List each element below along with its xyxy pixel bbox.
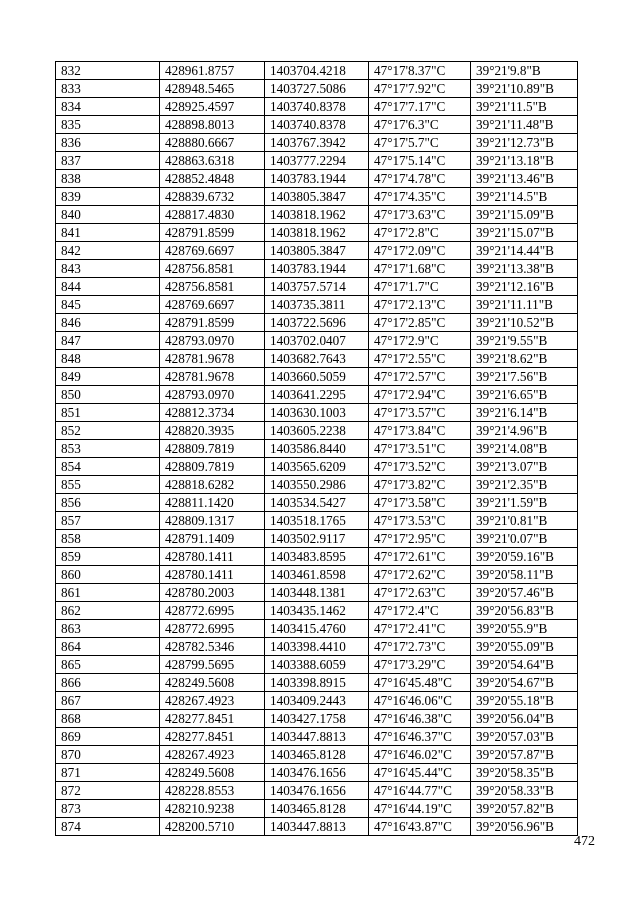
table-row <box>56 350 578 368</box>
y-coordinate-cell: 1403704.4218 <box>265 62 369 80</box>
point-number-cell: 847 <box>56 332 160 350</box>
latitude-cell: 47°17'2.95"С <box>369 530 471 548</box>
point-number-cell: 853 <box>56 440 160 458</box>
x-coordinate-cell: 428267.4923 <box>160 692 265 710</box>
y-coordinate-cell: 1403740.8378 <box>265 98 369 116</box>
point-number-cell: 855 <box>56 476 160 494</box>
point-number-cell: 863 <box>56 620 160 638</box>
y-coordinate-cell: 1403483.8595 <box>265 548 369 566</box>
point-number-cell: 858 <box>56 530 160 548</box>
latitude-cell: 47°17'2.61"С <box>369 548 471 566</box>
longitude-cell: 39°21'10.52"В <box>471 314 578 332</box>
table-row <box>56 818 578 836</box>
y-coordinate-cell: 1403447.8813 <box>265 728 369 746</box>
latitude-cell: 47°17'8.37"С <box>369 62 471 80</box>
y-coordinate-cell: 1403435.1462 <box>265 602 369 620</box>
latitude-cell: 47°17'3.57"С <box>369 404 471 422</box>
page-number: 472 <box>574 834 595 849</box>
table-row <box>56 224 578 242</box>
point-number-cell: 866 <box>56 674 160 692</box>
x-coordinate-cell: 428769.6697 <box>160 296 265 314</box>
longitude-cell: 39°21'11.11"В <box>471 296 578 314</box>
table-row <box>56 116 578 134</box>
latitude-cell: 47°17'2.63"С <box>369 584 471 602</box>
longitude-cell: 39°21'6.65"В <box>471 386 578 404</box>
longitude-cell: 39°21'12.16"В <box>471 278 578 296</box>
point-number-cell: 844 <box>56 278 160 296</box>
latitude-cell: 47°17'6.3"С <box>369 116 471 134</box>
y-coordinate-cell: 1403783.1944 <box>265 170 369 188</box>
y-coordinate-cell: 1403518.1765 <box>265 512 369 530</box>
x-coordinate-cell: 428781.9678 <box>160 368 265 386</box>
x-coordinate-cell: 428925.4597 <box>160 98 265 116</box>
x-coordinate-cell: 428782.5346 <box>160 638 265 656</box>
table-row <box>56 134 578 152</box>
table-row <box>56 476 578 494</box>
longitude-cell: 39°21'0.81"В <box>471 512 578 530</box>
latitude-cell: 47°16'44.77"С <box>369 782 471 800</box>
point-number-cell: 856 <box>56 494 160 512</box>
y-coordinate-cell: 1403415.4760 <box>265 620 369 638</box>
latitude-cell: 47°17'3.51"С <box>369 440 471 458</box>
table-row <box>56 278 578 296</box>
table-row <box>56 296 578 314</box>
y-coordinate-cell: 1403465.8128 <box>265 746 369 764</box>
point-number-cell: 850 <box>56 386 160 404</box>
longitude-cell: 39°21'6.14"В <box>471 404 578 422</box>
point-number-cell: 851 <box>56 404 160 422</box>
latitude-cell: 47°17'7.92"С <box>369 80 471 98</box>
latitude-cell: 47°16'46.06"С <box>369 692 471 710</box>
point-number-cell: 873 <box>56 800 160 818</box>
table-row <box>56 404 578 422</box>
point-number-cell: 834 <box>56 98 160 116</box>
longitude-cell: 39°20'57.82"В <box>471 800 578 818</box>
longitude-cell: 39°20'57.87"В <box>471 746 578 764</box>
longitude-cell: 39°20'57.03"В <box>471 728 578 746</box>
x-coordinate-cell: 428228.8553 <box>160 782 265 800</box>
longitude-cell: 39°21'0.07"В <box>471 530 578 548</box>
latitude-cell: 47°17'2.13"С <box>369 296 471 314</box>
latitude-cell: 47°17'7.17"С <box>369 98 471 116</box>
x-coordinate-cell: 428812.3734 <box>160 404 265 422</box>
longitude-cell: 39°21'11.5"В <box>471 98 578 116</box>
table-row <box>56 458 578 476</box>
y-coordinate-cell: 1403586.8440 <box>265 440 369 458</box>
y-coordinate-cell: 1403660.5059 <box>265 368 369 386</box>
point-number-cell: 860 <box>56 566 160 584</box>
table-row <box>56 620 578 638</box>
point-number-cell: 869 <box>56 728 160 746</box>
longitude-cell: 39°21'13.38"В <box>471 260 578 278</box>
table-row <box>56 674 578 692</box>
point-number-cell: 871 <box>56 764 160 782</box>
y-coordinate-cell: 1403805.3847 <box>265 242 369 260</box>
y-coordinate-cell: 1403447.8813 <box>265 818 369 836</box>
y-coordinate-cell: 1403461.8598 <box>265 566 369 584</box>
table-row <box>56 692 578 710</box>
longitude-cell: 39°20'54.67"В <box>471 674 578 692</box>
latitude-cell: 47°17'3.63"С <box>369 206 471 224</box>
latitude-cell: 47°17'2.9"С <box>369 332 471 350</box>
y-coordinate-cell: 1403783.1944 <box>265 260 369 278</box>
x-coordinate-cell: 428780.2003 <box>160 584 265 602</box>
latitude-cell: 47°17'3.58"С <box>369 494 471 512</box>
table-row <box>56 440 578 458</box>
x-coordinate-cell: 428820.3935 <box>160 422 265 440</box>
x-coordinate-cell: 428772.6995 <box>160 602 265 620</box>
y-coordinate-cell: 1403727.5086 <box>265 80 369 98</box>
point-number-cell: 868 <box>56 710 160 728</box>
latitude-cell: 47°17'2.09"С <box>369 242 471 260</box>
longitude-cell: 39°20'58.33"В <box>471 782 578 800</box>
longitude-cell: 39°21'8.62"В <box>471 350 578 368</box>
table-row <box>56 152 578 170</box>
latitude-cell: 47°17'1.7"С <box>369 278 471 296</box>
table-row <box>56 512 578 530</box>
latitude-cell: 47°17'2.73"С <box>369 638 471 656</box>
latitude-cell: 47°17'2.57"С <box>369 368 471 386</box>
x-coordinate-cell: 428200.5710 <box>160 818 265 836</box>
x-coordinate-cell: 428277.8451 <box>160 728 265 746</box>
point-number-cell: 874 <box>56 818 160 836</box>
table-row <box>56 548 578 566</box>
table-row <box>56 584 578 602</box>
x-coordinate-cell: 428780.1411 <box>160 548 265 566</box>
longitude-cell: 39°20'59.16"В <box>471 548 578 566</box>
latitude-cell: 47°17'5.7"С <box>369 134 471 152</box>
latitude-cell: 47°16'43.87"С <box>369 818 471 836</box>
x-coordinate-cell: 428791.8599 <box>160 224 265 242</box>
longitude-cell: 39°20'58.11"В <box>471 566 578 584</box>
y-coordinate-cell: 1403641.2295 <box>265 386 369 404</box>
x-coordinate-cell: 428793.0970 <box>160 386 265 404</box>
x-coordinate-cell: 428880.6667 <box>160 134 265 152</box>
x-coordinate-cell: 428818.6282 <box>160 476 265 494</box>
point-number-cell: 838 <box>56 170 160 188</box>
coordinates-table <box>55 61 578 836</box>
longitude-cell: 39°20'54.64"В <box>471 656 578 674</box>
y-coordinate-cell: 1403550.2986 <box>265 476 369 494</box>
table-row <box>56 800 578 818</box>
x-coordinate-cell: 428809.1317 <box>160 512 265 530</box>
x-coordinate-cell: 428756.8581 <box>160 260 265 278</box>
y-coordinate-cell: 1403805.3847 <box>265 188 369 206</box>
longitude-cell: 39°21'11.48"В <box>471 116 578 134</box>
y-coordinate-cell: 1403427.1758 <box>265 710 369 728</box>
point-number-cell: 867 <box>56 692 160 710</box>
latitude-cell: 47°17'3.82"С <box>369 476 471 494</box>
y-coordinate-cell: 1403605.2238 <box>265 422 369 440</box>
table-row <box>56 242 578 260</box>
longitude-cell: 39°20'56.96"В <box>471 818 578 836</box>
latitude-cell: 47°17'3.52"С <box>369 458 471 476</box>
table-row <box>56 188 578 206</box>
x-coordinate-cell: 428772.6995 <box>160 620 265 638</box>
x-coordinate-cell: 428781.9678 <box>160 350 265 368</box>
point-number-cell: 841 <box>56 224 160 242</box>
longitude-cell: 39°20'55.18"В <box>471 692 578 710</box>
longitude-cell: 39°20'57.46"В <box>471 584 578 602</box>
y-coordinate-cell: 1403682.7643 <box>265 350 369 368</box>
table-row <box>56 386 578 404</box>
y-coordinate-cell: 1403409.2443 <box>265 692 369 710</box>
point-number-cell: 848 <box>56 350 160 368</box>
x-coordinate-cell: 428839.6732 <box>160 188 265 206</box>
latitude-cell: 47°17'1.68"С <box>369 260 471 278</box>
table-row <box>56 80 578 98</box>
table-row <box>56 602 578 620</box>
point-number-cell: 835 <box>56 116 160 134</box>
longitude-cell: 39°21'15.07"В <box>471 224 578 242</box>
y-coordinate-cell: 1403702.0407 <box>265 332 369 350</box>
table-row <box>56 62 578 80</box>
x-coordinate-cell: 428277.8451 <box>160 710 265 728</box>
x-coordinate-cell: 428791.8599 <box>160 314 265 332</box>
point-number-cell: 865 <box>56 656 160 674</box>
point-number-cell: 832 <box>56 62 160 80</box>
x-coordinate-cell: 428809.7819 <box>160 440 265 458</box>
latitude-cell: 47°17'2.4"С <box>369 602 471 620</box>
x-coordinate-cell: 428948.5465 <box>160 80 265 98</box>
latitude-cell: 47°17'2.85"С <box>369 314 471 332</box>
point-number-cell: 833 <box>56 80 160 98</box>
longitude-cell: 39°21'10.89"В <box>471 80 578 98</box>
longitude-cell: 39°21'13.18"В <box>471 152 578 170</box>
point-number-cell: 861 <box>56 584 160 602</box>
table-row <box>56 656 578 674</box>
y-coordinate-cell: 1403777.2294 <box>265 152 369 170</box>
point-number-cell: 837 <box>56 152 160 170</box>
longitude-cell: 39°21'9.8"В <box>471 62 578 80</box>
y-coordinate-cell: 1403740.8378 <box>265 116 369 134</box>
y-coordinate-cell: 1403398.8915 <box>265 674 369 692</box>
table-row <box>56 710 578 728</box>
table-row <box>56 494 578 512</box>
point-number-cell: 857 <box>56 512 160 530</box>
x-coordinate-cell: 428811.1420 <box>160 494 265 512</box>
point-number-cell: 843 <box>56 260 160 278</box>
longitude-cell: 39°21'14.5"В <box>471 188 578 206</box>
point-number-cell: 854 <box>56 458 160 476</box>
longitude-cell: 39°21'4.08"В <box>471 440 578 458</box>
point-number-cell: 852 <box>56 422 160 440</box>
y-coordinate-cell: 1403757.5714 <box>265 278 369 296</box>
table-row <box>56 638 578 656</box>
x-coordinate-cell: 428799.5695 <box>160 656 265 674</box>
x-coordinate-cell: 428249.5608 <box>160 674 265 692</box>
y-coordinate-cell: 1403398.4410 <box>265 638 369 656</box>
longitude-cell: 39°21'13.46"В <box>471 170 578 188</box>
y-coordinate-cell: 1403565.6209 <box>265 458 369 476</box>
x-coordinate-cell: 428852.4848 <box>160 170 265 188</box>
table-row <box>56 314 578 332</box>
longitude-cell: 39°20'55.9"В <box>471 620 578 638</box>
point-number-cell: 859 <box>56 548 160 566</box>
latitude-cell: 47°17'4.35"С <box>369 188 471 206</box>
longitude-cell: 39°20'56.04"В <box>471 710 578 728</box>
x-coordinate-cell: 428817.4830 <box>160 206 265 224</box>
table-row <box>56 764 578 782</box>
y-coordinate-cell: 1403476.1656 <box>265 764 369 782</box>
point-number-cell: 845 <box>56 296 160 314</box>
x-coordinate-cell: 428809.7819 <box>160 458 265 476</box>
longitude-cell: 39°20'55.09"В <box>471 638 578 656</box>
y-coordinate-cell: 1403465.8128 <box>265 800 369 818</box>
table-row <box>56 782 578 800</box>
point-number-cell: 870 <box>56 746 160 764</box>
latitude-cell: 47°17'2.62"С <box>369 566 471 584</box>
latitude-cell: 47°16'45.48"С <box>369 674 471 692</box>
point-number-cell: 840 <box>56 206 160 224</box>
latitude-cell: 47°17'2.8"С <box>369 224 471 242</box>
longitude-cell: 39°21'14.44"В <box>471 242 578 260</box>
y-coordinate-cell: 1403534.5427 <box>265 494 369 512</box>
x-coordinate-cell: 428756.8581 <box>160 278 265 296</box>
y-coordinate-cell: 1403818.1962 <box>265 206 369 224</box>
longitude-cell: 39°21'3.07"В <box>471 458 578 476</box>
latitude-cell: 47°16'46.02"С <box>369 746 471 764</box>
y-coordinate-cell: 1403722.5696 <box>265 314 369 332</box>
longitude-cell: 39°21'2.35"В <box>471 476 578 494</box>
longitude-cell: 39°20'56.83"В <box>471 602 578 620</box>
latitude-cell: 47°17'4.78"С <box>369 170 471 188</box>
y-coordinate-cell: 1403735.3811 <box>265 296 369 314</box>
table-row <box>56 566 578 584</box>
longitude-cell: 39°21'12.73"В <box>471 134 578 152</box>
x-coordinate-cell: 428210.9238 <box>160 800 265 818</box>
latitude-cell: 47°17'2.94"С <box>369 386 471 404</box>
table-row <box>56 746 578 764</box>
table-row <box>56 206 578 224</box>
y-coordinate-cell: 1403388.6059 <box>265 656 369 674</box>
point-number-cell: 872 <box>56 782 160 800</box>
x-coordinate-cell: 428791.1409 <box>160 530 265 548</box>
latitude-cell: 47°17'3.53"С <box>369 512 471 530</box>
table-row <box>56 98 578 116</box>
y-coordinate-cell: 1403818.1962 <box>265 224 369 242</box>
latitude-cell: 47°16'46.38"С <box>369 710 471 728</box>
longitude-cell: 39°20'58.35"В <box>471 764 578 782</box>
x-coordinate-cell: 428793.0970 <box>160 332 265 350</box>
x-coordinate-cell: 428898.8013 <box>160 116 265 134</box>
point-number-cell: 846 <box>56 314 160 332</box>
x-coordinate-cell: 428769.6697 <box>160 242 265 260</box>
latitude-cell: 47°17'2.41"С <box>369 620 471 638</box>
table-row <box>56 260 578 278</box>
table-row <box>56 170 578 188</box>
point-number-cell: 849 <box>56 368 160 386</box>
point-number-cell: 839 <box>56 188 160 206</box>
table-row <box>56 728 578 746</box>
latitude-cell: 47°17'3.29"С <box>369 656 471 674</box>
x-coordinate-cell: 428863.6318 <box>160 152 265 170</box>
latitude-cell: 47°16'46.37"С <box>369 728 471 746</box>
x-coordinate-cell: 428780.1411 <box>160 566 265 584</box>
latitude-cell: 47°17'5.14"С <box>369 152 471 170</box>
x-coordinate-cell: 428249.5608 <box>160 764 265 782</box>
point-number-cell: 842 <box>56 242 160 260</box>
table-row <box>56 530 578 548</box>
latitude-cell: 47°17'3.84"С <box>369 422 471 440</box>
y-coordinate-cell: 1403476.1656 <box>265 782 369 800</box>
latitude-cell: 47°16'44.19"С <box>369 800 471 818</box>
table-row <box>56 332 578 350</box>
x-coordinate-cell: 428267.4923 <box>160 746 265 764</box>
longitude-cell: 39°21'9.55"В <box>471 332 578 350</box>
longitude-cell: 39°21'15.09"В <box>471 206 578 224</box>
latitude-cell: 47°17'2.55"С <box>369 350 471 368</box>
latitude-cell: 47°16'45.44"С <box>369 764 471 782</box>
y-coordinate-cell: 1403630.1003 <box>265 404 369 422</box>
table-row <box>56 422 578 440</box>
longitude-cell: 39°21'4.96"В <box>471 422 578 440</box>
y-coordinate-cell: 1403767.3942 <box>265 134 369 152</box>
point-number-cell: 862 <box>56 602 160 620</box>
point-number-cell: 836 <box>56 134 160 152</box>
table-row <box>56 368 578 386</box>
point-number-cell: 864 <box>56 638 160 656</box>
y-coordinate-cell: 1403448.1381 <box>265 584 369 602</box>
y-coordinate-cell: 1403502.9117 <box>265 530 369 548</box>
longitude-cell: 39°21'1.59"В <box>471 494 578 512</box>
longitude-cell: 39°21'7.56"В <box>471 368 578 386</box>
x-coordinate-cell: 428961.8757 <box>160 62 265 80</box>
